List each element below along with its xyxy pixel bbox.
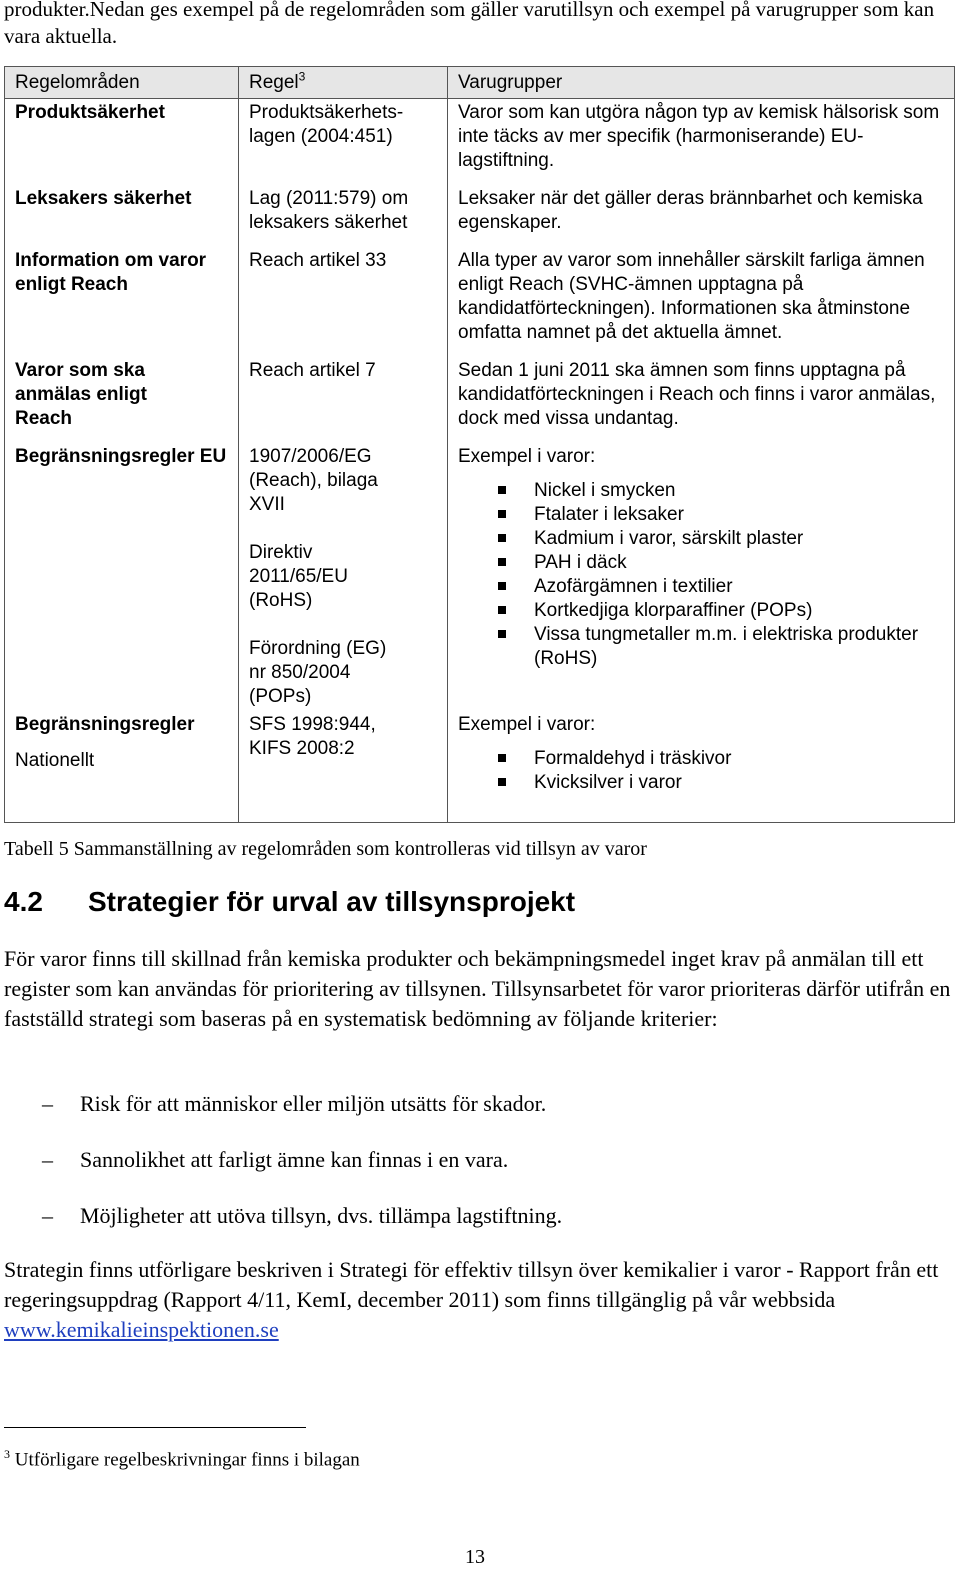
header-regelomraden: Regelområden bbox=[5, 67, 239, 99]
paragraph-2-text: Strategin finns utförligare beskriven i Strategi för effektiv tillsyn över kemikalier i varor - Rapport från ett regeringsuppdrag (Rapport 4/11, KemI, december 2011) som finns tillgänglig på vår webbsida bbox=[4, 1257, 939, 1312]
list-item-text: Sannolikhet att farligt ämne kan finnas i en vara. bbox=[80, 1147, 509, 1172]
page-number: 13 bbox=[465, 1546, 485, 1568]
table-row bbox=[5, 357, 955, 443]
list-item bbox=[4, 1089, 944, 1145]
goods-list bbox=[458, 479, 944, 671]
square-bullet-icon bbox=[498, 630, 506, 638]
square-bullet-icon bbox=[498, 582, 506, 590]
square-bullet-icon bbox=[498, 510, 506, 518]
footnote-text: Utförligare regelbeskrivningar finns i bilagan bbox=[10, 1449, 360, 1471]
table-row bbox=[5, 711, 955, 823]
list-item-text: Ftalater i leksaker bbox=[534, 503, 684, 525]
list-item-text: Nickel i smycken bbox=[534, 479, 676, 501]
cell-rule bbox=[239, 443, 448, 711]
table-row bbox=[5, 185, 955, 247]
dash-bullet-icon: – bbox=[42, 1091, 53, 1116]
section-heading bbox=[4, 884, 575, 920]
cell-area bbox=[5, 711, 239, 823]
footnote-ref: 3 bbox=[298, 69, 306, 84]
cell-area: Begränsningsregler EU bbox=[5, 443, 239, 711]
footnote-divider bbox=[4, 1427, 306, 1428]
list-item bbox=[498, 527, 944, 551]
table-row bbox=[5, 443, 955, 711]
footnote bbox=[4, 1441, 360, 1473]
header-regel-label: Regel bbox=[249, 72, 299, 93]
paragraph-2 bbox=[4, 1255, 954, 1345]
cell-area: Information om varor enligt Reach bbox=[5, 247, 239, 357]
list-item-text: Kortkedjiga klorparaffiner (POPs) bbox=[534, 599, 813, 621]
list-item bbox=[4, 1201, 944, 1257]
list-item-text: Azofärgämnen i textilier bbox=[534, 575, 733, 597]
table-caption: Tabell 5 Sammanställning av regelområden som kontrolleras vid tillsyn av varor bbox=[4, 838, 647, 860]
cell-goods: Alla typer av varor som innehåller särskilt farliga ämnen enligt Reach (SVHC-ämnen upptagna på kandidatförteckningen). Informationen ska åtminstone omfatta namnet på det aktuella ämnet. bbox=[448, 247, 955, 357]
section-number: 4.2 bbox=[4, 886, 43, 917]
cell-rule: Reach artikel 7 bbox=[239, 357, 448, 443]
dash-bullet-icon: – bbox=[42, 1147, 53, 1172]
header-regel bbox=[239, 67, 448, 99]
list-item-text: Vissa tungmetaller m.m. i elektriska produkter (RoHS) bbox=[534, 623, 919, 669]
list-item-text: Formaldehyd i träskivor bbox=[534, 747, 732, 769]
list-item-text: PAH i däck bbox=[534, 551, 627, 573]
cell-goods: Leksaker när det gäller deras brännbarhet och kemiska egenskaper. bbox=[448, 185, 955, 247]
list-item bbox=[498, 771, 944, 795]
header-varugrupper: Varugrupper bbox=[448, 67, 955, 99]
list-item bbox=[498, 551, 944, 575]
rule-part: Förordning (EG) nr 850/2004 (POPs) bbox=[249, 637, 387, 707]
square-bullet-icon bbox=[498, 606, 506, 614]
rule-part: Direktiv 2011/65/EU (RoHS) bbox=[249, 541, 348, 611]
square-bullet-icon bbox=[498, 558, 506, 566]
list-item bbox=[498, 599, 944, 623]
footnote-mark: 3 bbox=[4, 1447, 10, 1461]
list-item-text: Kadmium i varor, särskilt plaster bbox=[534, 527, 804, 549]
cell-area: Produktsäkerhet bbox=[5, 99, 239, 185]
square-bullet-icon bbox=[498, 754, 506, 762]
intro-text: produkter.Nedan ges exempel på de regelområden som gäller varutillsyn och exempel på varugrupper som kan vara aktuella. bbox=[4, 0, 935, 48]
square-bullet-icon bbox=[498, 534, 506, 542]
list-item bbox=[4, 1145, 944, 1201]
cell-rule: Lag (2011:579) om leksakers säkerhet bbox=[239, 185, 448, 247]
criteria-list bbox=[4, 1089, 944, 1257]
rule-part: 1907/2006/EG (Reach), bilaga XVII bbox=[249, 445, 378, 515]
cell-area: Varor som ska anmälas enligt Reach bbox=[5, 357, 239, 443]
area-subtitle: Nationellt bbox=[15, 749, 95, 771]
cell-goods: Varor som kan utgöra någon typ av kemisk hälsorisk som inte täcks av mer specifik (harmoniserande) EU-lagstiftning. bbox=[448, 99, 955, 185]
list-item bbox=[498, 503, 944, 527]
dash-bullet-icon: – bbox=[42, 1203, 53, 1228]
regulation-table bbox=[4, 66, 955, 823]
area-title: Begränsningsregler bbox=[15, 713, 195, 735]
list-item bbox=[498, 623, 944, 671]
section-title: Strategier för urval av tillsynsprojekt bbox=[88, 886, 576, 917]
list-item-text: Möjligheter att utöva tillsyn, dvs. tillämpa lagstiftning. bbox=[80, 1203, 563, 1228]
cell-goods bbox=[448, 711, 955, 823]
list-item bbox=[498, 575, 944, 599]
paragraph-1: För varor finns till skillnad från kemiska produkter och bekämpningsmedel inget krav på anmälan till ett register som kan användas för prioritering av tillsynen. Tillsynsarbetet för varor prioriteras därför utifrån en fastställd strategi som baseras på en systematisk bedömning av följande kriterier: bbox=[4, 946, 951, 1031]
table-row bbox=[5, 247, 955, 357]
list-item bbox=[498, 479, 944, 503]
cell-rule: SFS 1998:944, KIFS 2008:2 bbox=[239, 711, 448, 823]
cell-goods: Sedan 1 juni 2011 ska ämnen som finns upptagna på kandidatförteckningen i Reach och finns i varor anmälas, dock med vissa undantag. bbox=[448, 357, 955, 443]
cell-area: Leksakers säkerhet bbox=[5, 185, 239, 247]
table-header-row bbox=[5, 67, 955, 99]
goods-list bbox=[458, 747, 944, 795]
square-bullet-icon bbox=[498, 486, 506, 494]
website-link[interactable]: www.kemikalieinspektionen.se bbox=[4, 1317, 279, 1342]
list-item-text: Kvicksilver i varor bbox=[534, 771, 682, 793]
goods-intro: Exempel i varor: bbox=[458, 445, 596, 467]
list-item bbox=[498, 747, 944, 771]
cell-goods bbox=[448, 443, 955, 711]
goods-intro: Exempel i varor: bbox=[458, 713, 596, 735]
list-item-text: Risk för att människor eller miljön utsätts för skador. bbox=[80, 1091, 547, 1116]
table-row bbox=[5, 99, 955, 185]
cell-rule: Produktsäkerhets-lagen (2004:451) bbox=[239, 99, 448, 185]
square-bullet-icon bbox=[498, 778, 506, 786]
cell-rule: Reach artikel 33 bbox=[239, 247, 448, 357]
